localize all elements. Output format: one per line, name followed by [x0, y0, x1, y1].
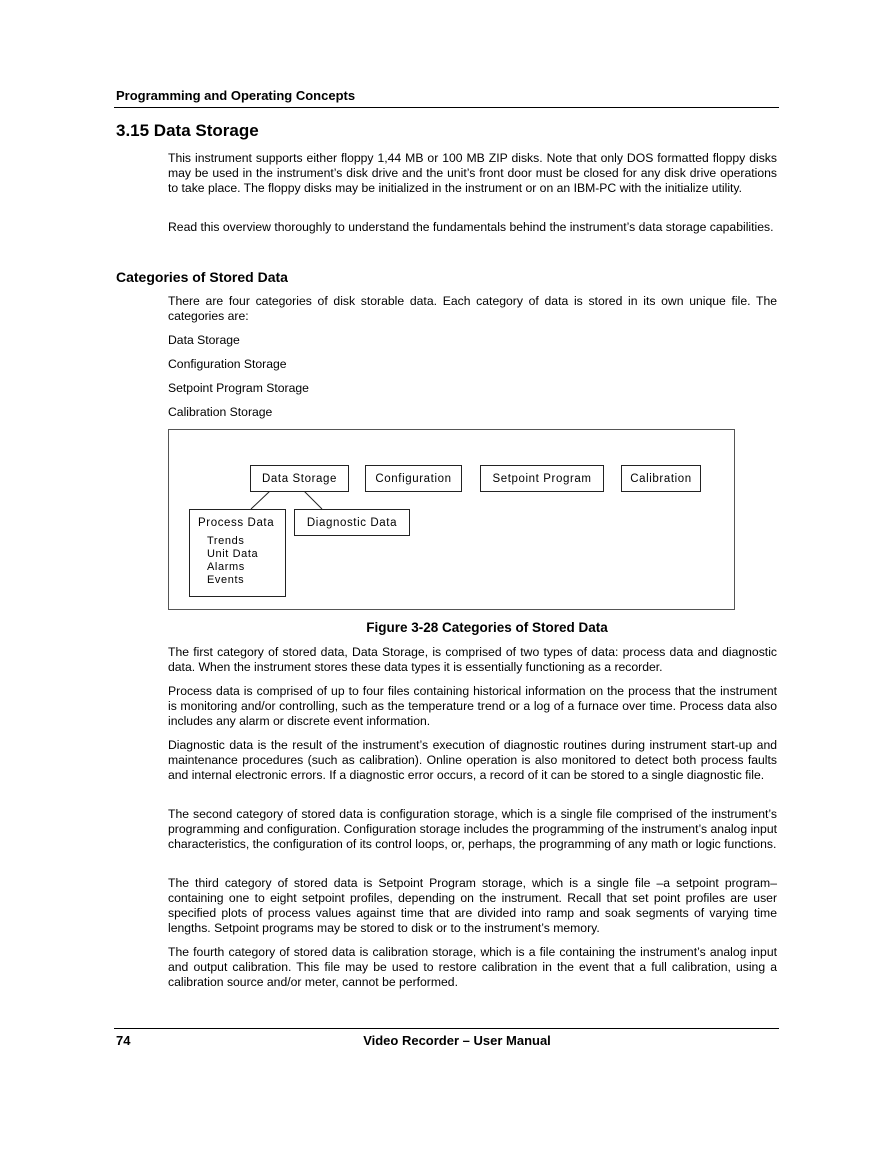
- footer-manual-title: Video Recorder – User Manual: [363, 1033, 551, 1048]
- category-item: Configuration Storage: [168, 357, 287, 371]
- running-header: Programming and Operating Concepts: [116, 88, 356, 103]
- categories-intro: There are four categories of disk storable data. Each category of data is stored in its own unique file. The categories are:: [168, 294, 777, 323]
- process-data-item: Trends: [207, 535, 245, 547]
- section-title: 3.15 Data Storage: [116, 121, 259, 140]
- category-item: Calibration Storage: [168, 405, 273, 419]
- node-diagnostic-data: Diagnostic Data: [294, 509, 410, 536]
- page-number: 74: [116, 1033, 131, 1048]
- process-data-item: Alarms: [207, 561, 245, 573]
- node-setpoint-program: Setpoint Program: [480, 465, 604, 492]
- body-paragraph-5: The third category of stored data is Setpoint Program storage, which is a single file –a setpoint program– containing one to eight setpoint profiles, depending on the instrument. Recall that set point profiles are user specified plots of process values against time that are divided into ramp and soak segments of varying time lengths. Setpoint programs may be stored to disk or to the instrument’s memory.: [168, 876, 777, 935]
- process-data-title: Process Data: [198, 517, 275, 529]
- category-item: Setpoint Program Storage: [168, 381, 309, 395]
- node-data-storage: Data Storage: [250, 465, 349, 492]
- body-paragraph-2: Process data is comprised of up to four files containing historical information on the process that the instrument is monitoring and/or controlling, such as the temperature trend or a log of a furnace over time. Process data also includes any alarm or discrete event information.: [168, 684, 777, 728]
- body-paragraph-4: The second category of stored data is configuration storage, which is a single file comprised of the instrument’s programming and configuration. Configuration storage includes the programming of the instrument’s analog input characteristics, the configuration of its control loops, or, perhaps, the programming of any math or logic functions.: [168, 807, 777, 851]
- category-item: Data Storage: [168, 333, 240, 347]
- intro-paragraph-2: Read this overview thoroughly to understand the fundamentals behind the instrument’s data storage capabilities.: [168, 220, 774, 234]
- figure-caption: Figure 3-28 Categories of Stored Data: [366, 620, 608, 635]
- footer-rule: [114, 1028, 779, 1029]
- node-process-data: [189, 509, 286, 597]
- process-data-item: Events: [207, 574, 245, 586]
- subsection-title: Categories of Stored Data: [116, 269, 288, 285]
- header-rule: [114, 107, 779, 108]
- body-paragraph-3: Diagnostic data is the result of the instrument’s execution of diagnostic routines during instrument start-up and maintenance procedures (such as calibration). Online operation is also monitored to detect both process faults and internal electronic errors. If a diagnostic error occurs, a record of it can be stored to a single diagnostic file.: [168, 738, 777, 782]
- node-configuration: Configuration: [365, 465, 462, 492]
- node-calibration: Calibration: [621, 465, 701, 492]
- body-paragraph-1: The first category of stored data, Data Storage, is comprised of two types of data: process data and diagnostic data. When the instrument stores these data types it is essentially functioning as a recorder.: [168, 645, 777, 674]
- body-paragraph-6: The fourth category of stored data is calibration storage, which is a file containing the instrument’s analog input and output calibration. This file may be used to restore calibration in the event that a full calibration, using a calibration source and/or meter, cannot be performed.: [168, 945, 777, 989]
- process-data-item: Unit Data: [207, 548, 259, 560]
- intro-paragraph-1: This instrument supports either floppy 1,44 MB or 100 MB ZIP disks. Note that only DOS formatted floppy disks may be used in the instrument’s disk drive and the unit’s front door must be closed for any disk drive operations to take place. The floppy disks may be initialized in the instrument or on an IBM-PC with the initialize utility.: [168, 151, 777, 195]
